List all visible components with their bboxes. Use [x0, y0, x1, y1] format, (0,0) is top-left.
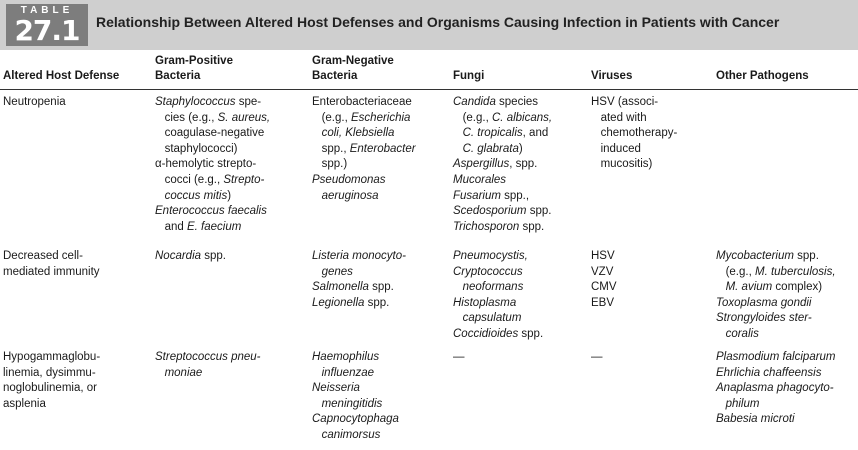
- cell-line: Decreased cell-: [3, 250, 83, 262]
- cell-line: [312, 381, 399, 397]
- cell-text: cies (e.g.,: [155, 111, 218, 124]
- cell-line: [312, 428, 399, 444]
- cell-text: spp.: [201, 250, 226, 262]
- table-cell-other: [716, 350, 836, 428]
- cell-text: E. faecium: [186, 220, 242, 233]
- cell-text: Haemophilus: [312, 351, 380, 363]
- cell-text: aeruginosa: [312, 189, 379, 202]
- cell-text: spp.: [793, 250, 819, 262]
- cell-text: Pseudomonas: [312, 173, 386, 186]
- cell-text: coagulase-negative: [155, 127, 265, 140]
- cell-line: [312, 350, 399, 366]
- cell-text: ated with: [591, 111, 647, 124]
- cell-text: Strongyloides ster-: [716, 312, 812, 325]
- cell-line: [453, 157, 552, 173]
- cell-text: canimorsus: [312, 428, 381, 441]
- cell-line: [591, 265, 617, 281]
- cell-text: HSV (associ-: [591, 96, 659, 108]
- cell-text: Aspergillus: [453, 158, 510, 171]
- cell-line: [155, 173, 270, 189]
- cell-line: [716, 366, 836, 382]
- table-header-bar: [0, 0, 858, 50]
- cell-text: chemotherapy-: [591, 127, 678, 140]
- cell-line: [453, 126, 552, 142]
- cell-text: species: [495, 96, 539, 108]
- cell-line: [453, 249, 543, 265]
- column-header-line: Gram-Positive: [155, 55, 233, 67]
- table-cell-defense: [3, 249, 100, 280]
- cell-text: coralis: [716, 327, 759, 340]
- cell-text: Capnocytophaga: [312, 413, 399, 426]
- column-header: [155, 54, 233, 84]
- cell-line: [591, 126, 677, 142]
- cell-text: Candida: [453, 96, 496, 108]
- cell-text: Legionella: [312, 296, 365, 309]
- cell-text: staphylococci): [155, 142, 238, 155]
- cell-text: coccus mitis: [155, 189, 228, 202]
- cell-line: [312, 111, 416, 127]
- cell-text: philum: [716, 397, 760, 410]
- cell-line: [312, 189, 416, 205]
- column-header: [716, 69, 809, 84]
- cell-line: [453, 111, 552, 127]
- cell-text: VZV: [591, 265, 614, 278]
- cell-text: Pneumocystis,: [453, 250, 528, 262]
- cell-line: [312, 366, 399, 382]
- cell-text: complex): [772, 281, 823, 294]
- cell-line: [155, 95, 270, 111]
- cell-text: spp.: [526, 205, 552, 218]
- cell-line: asplenia: [3, 397, 46, 410]
- cell-line: [453, 296, 543, 312]
- cell-line: [312, 397, 399, 413]
- cell-text: Anaplasma phagocyto-: [716, 382, 834, 395]
- cell-line: [453, 189, 552, 205]
- table-cell-gram-positive: [155, 249, 226, 265]
- cell-text: M. avium: [716, 281, 773, 294]
- cell-line: [312, 142, 416, 158]
- cell-line: [591, 280, 617, 296]
- cell-text: Listeria monocyto-: [312, 250, 406, 262]
- cell-line: [453, 142, 552, 158]
- cell-text: Toxoplasma gondii: [716, 296, 812, 309]
- table-cell-other: [716, 249, 836, 343]
- cell-text: Strepto-: [223, 173, 265, 186]
- cell-line: noglobulinemia, or: [3, 382, 97, 395]
- cell-line: [312, 249, 406, 265]
- cell-text: Mycobacterium: [716, 250, 794, 262]
- column-header-line: Other Pathogens: [716, 70, 809, 82]
- cell-line: [312, 126, 416, 142]
- cell-line: [453, 173, 552, 189]
- cell-line: [591, 111, 677, 127]
- cell-text: spe-: [235, 96, 262, 108]
- table-cell-defense: [3, 350, 100, 412]
- cell-line: linemia, dysimmu-: [3, 366, 96, 379]
- cell-text: CMV: [591, 281, 617, 294]
- cell-line: [453, 327, 543, 343]
- cell-line: [312, 265, 406, 281]
- cell-line: [716, 327, 836, 343]
- cell-text: Staphylococcus: [155, 96, 236, 108]
- cell-text: spp.,: [312, 142, 350, 155]
- cell-text: and: [155, 220, 187, 233]
- table-cell-gram-negative: [312, 350, 399, 444]
- cell-line: [155, 366, 260, 382]
- cell-line: [155, 350, 260, 366]
- table-cell-viruses: [591, 95, 677, 173]
- cell-text: Neisseria: [312, 382, 360, 395]
- cell-line: [155, 189, 270, 205]
- cell-text: cocci (e.g.,: [155, 173, 224, 186]
- cell-line: [155, 157, 270, 173]
- cell-line: [453, 204, 552, 220]
- cell-text: spp.: [519, 220, 545, 233]
- cell-line: [716, 296, 836, 312]
- cell-text: (e.g.,: [716, 265, 755, 278]
- cell-line: [716, 412, 836, 428]
- cell-line: [312, 173, 416, 189]
- cell-line: [312, 95, 416, 111]
- cell-text: , and: [522, 127, 549, 140]
- cell-line: [591, 249, 617, 265]
- table-cell-fungi: [453, 95, 552, 235]
- cell-text: Ehrlichia chaffeensis: [716, 366, 822, 379]
- cell-line: [716, 381, 836, 397]
- cell-text: HSV: [591, 250, 615, 262]
- cell-line: [155, 204, 270, 220]
- cell-line: mediated immunity: [3, 265, 100, 278]
- cell-text: ): [227, 189, 232, 202]
- cell-text: (e.g.,: [312, 111, 351, 124]
- cell-text: Enterobacteriaceae: [312, 96, 412, 108]
- cell-text: coli, Klebsiella: [312, 127, 395, 140]
- table-caption: Relationship Between Altered Host Defenses and Organisms Causing Infection in Patients with Cancer: [96, 14, 780, 30]
- cell-text: Escherichia: [351, 111, 411, 124]
- table-cell-viruses: [591, 249, 617, 311]
- cell-text: Salmonella: [312, 281, 369, 294]
- cell-text: Histoplasma: [453, 296, 517, 309]
- table-cell-gram-positive: [155, 350, 260, 381]
- cell-text: meningitidis: [312, 397, 383, 410]
- cell-line: [591, 350, 603, 366]
- cell-line: [312, 157, 416, 173]
- cell-line: [155, 111, 270, 127]
- cell-line: [453, 95, 552, 111]
- cell-line: Neutropenia: [3, 96, 66, 108]
- table-cell-defense: [3, 95, 66, 111]
- cell-text: —: [453, 351, 465, 363]
- cell-text: spp.: [364, 296, 390, 309]
- column-header-line: Viruses: [591, 70, 633, 82]
- cell-text: Coccidioides: [453, 327, 519, 340]
- cell-text: C. glabrata: [453, 142, 519, 155]
- cell-line: [312, 296, 406, 312]
- cell-line: [716, 311, 836, 327]
- cell-line: [155, 249, 226, 265]
- cell-text: spp.: [518, 327, 544, 340]
- table-cell-fungi: [453, 249, 543, 343]
- cell-line: [591, 296, 617, 312]
- cell-text: ): [518, 142, 523, 155]
- cell-line: [155, 220, 270, 236]
- cell-line: [716, 280, 836, 296]
- table-number-badge: [6, 4, 88, 46]
- cell-line: [591, 142, 677, 158]
- cell-text: M. tuberculosis,: [755, 265, 836, 278]
- cell-text: Nocardia: [155, 250, 202, 262]
- cell-line: [312, 280, 406, 296]
- column-header-line: Bacteria: [155, 70, 201, 82]
- cell-line: [453, 265, 543, 281]
- cell-text: Mucorales: [453, 173, 507, 186]
- cell-text: Plasmodium falciparum: [716, 351, 836, 363]
- cell-text: Enterococcus faecalis: [155, 205, 267, 218]
- cell-line: [312, 412, 399, 428]
- cell-text: influenzae: [312, 366, 375, 379]
- cell-text: C. albicans,: [492, 111, 553, 124]
- cell-line: [716, 249, 836, 265]
- cell-text: Cryptococcus: [453, 265, 523, 278]
- cell-line: [453, 350, 465, 366]
- cell-line: [716, 397, 836, 413]
- column-header: [453, 69, 484, 84]
- column-header-line: Gram-Negative: [312, 55, 394, 67]
- cell-text: spp.,: [500, 189, 530, 202]
- cell-text: Enterobacter: [349, 142, 416, 155]
- cell-text: S. aureus,: [217, 111, 271, 124]
- column-header-line: Altered Host Defense: [3, 70, 120, 82]
- cell-line: [591, 95, 677, 111]
- table-word: TABLE: [20, 5, 74, 16]
- cell-text: induced: [591, 142, 641, 155]
- cell-text: , spp.: [509, 158, 538, 171]
- cell-line: [453, 311, 543, 327]
- cell-text: Babesia microti: [716, 413, 795, 426]
- column-header-line: Fungi: [453, 70, 485, 82]
- cell-text: Scedosporium: [453, 205, 527, 218]
- table-cell-gram-negative: [312, 95, 416, 204]
- cell-text: Streptococcus pneu-: [155, 351, 261, 363]
- cell-text: capsulatum: [453, 312, 522, 325]
- cell-text: spp.): [312, 158, 348, 171]
- cell-text: moniae: [155, 366, 203, 379]
- cell-line: [716, 350, 836, 366]
- cell-line: [591, 157, 677, 173]
- cell-text: neoformans: [453, 281, 524, 294]
- cell-text: genes: [312, 265, 353, 278]
- column-header: [591, 69, 632, 84]
- cell-text: mucositis): [591, 158, 653, 171]
- cell-text: spp.: [368, 281, 394, 294]
- cell-text: (e.g.,: [453, 111, 492, 124]
- cell-line: [716, 265, 836, 281]
- cell-text: C. tropicalis: [453, 127, 523, 140]
- column-header: [312, 54, 394, 84]
- cell-text: Fusarium: [453, 189, 501, 202]
- cell-line: [453, 280, 543, 296]
- column-header: [3, 69, 119, 84]
- cell-line: Hypogammaglobu-: [3, 351, 101, 363]
- table-cell-gram-negative: [312, 249, 406, 311]
- cell-text: Trichosporon: [453, 220, 520, 233]
- table-number: 27.1: [14, 14, 80, 47]
- cell-text: α-hemolytic strepto-: [155, 158, 257, 171]
- table-cell-gram-positive: [155, 95, 270, 235]
- cell-line: [155, 126, 270, 142]
- header-rule: [0, 89, 858, 90]
- cell-line: [453, 220, 552, 236]
- table-cell-viruses: [591, 350, 603, 366]
- cell-line: [155, 142, 270, 158]
- cell-text: EBV: [591, 296, 615, 309]
- cell-text: —: [591, 351, 603, 363]
- table-cell-fungi: [453, 350, 465, 366]
- column-header-line: Bacteria: [312, 70, 358, 82]
